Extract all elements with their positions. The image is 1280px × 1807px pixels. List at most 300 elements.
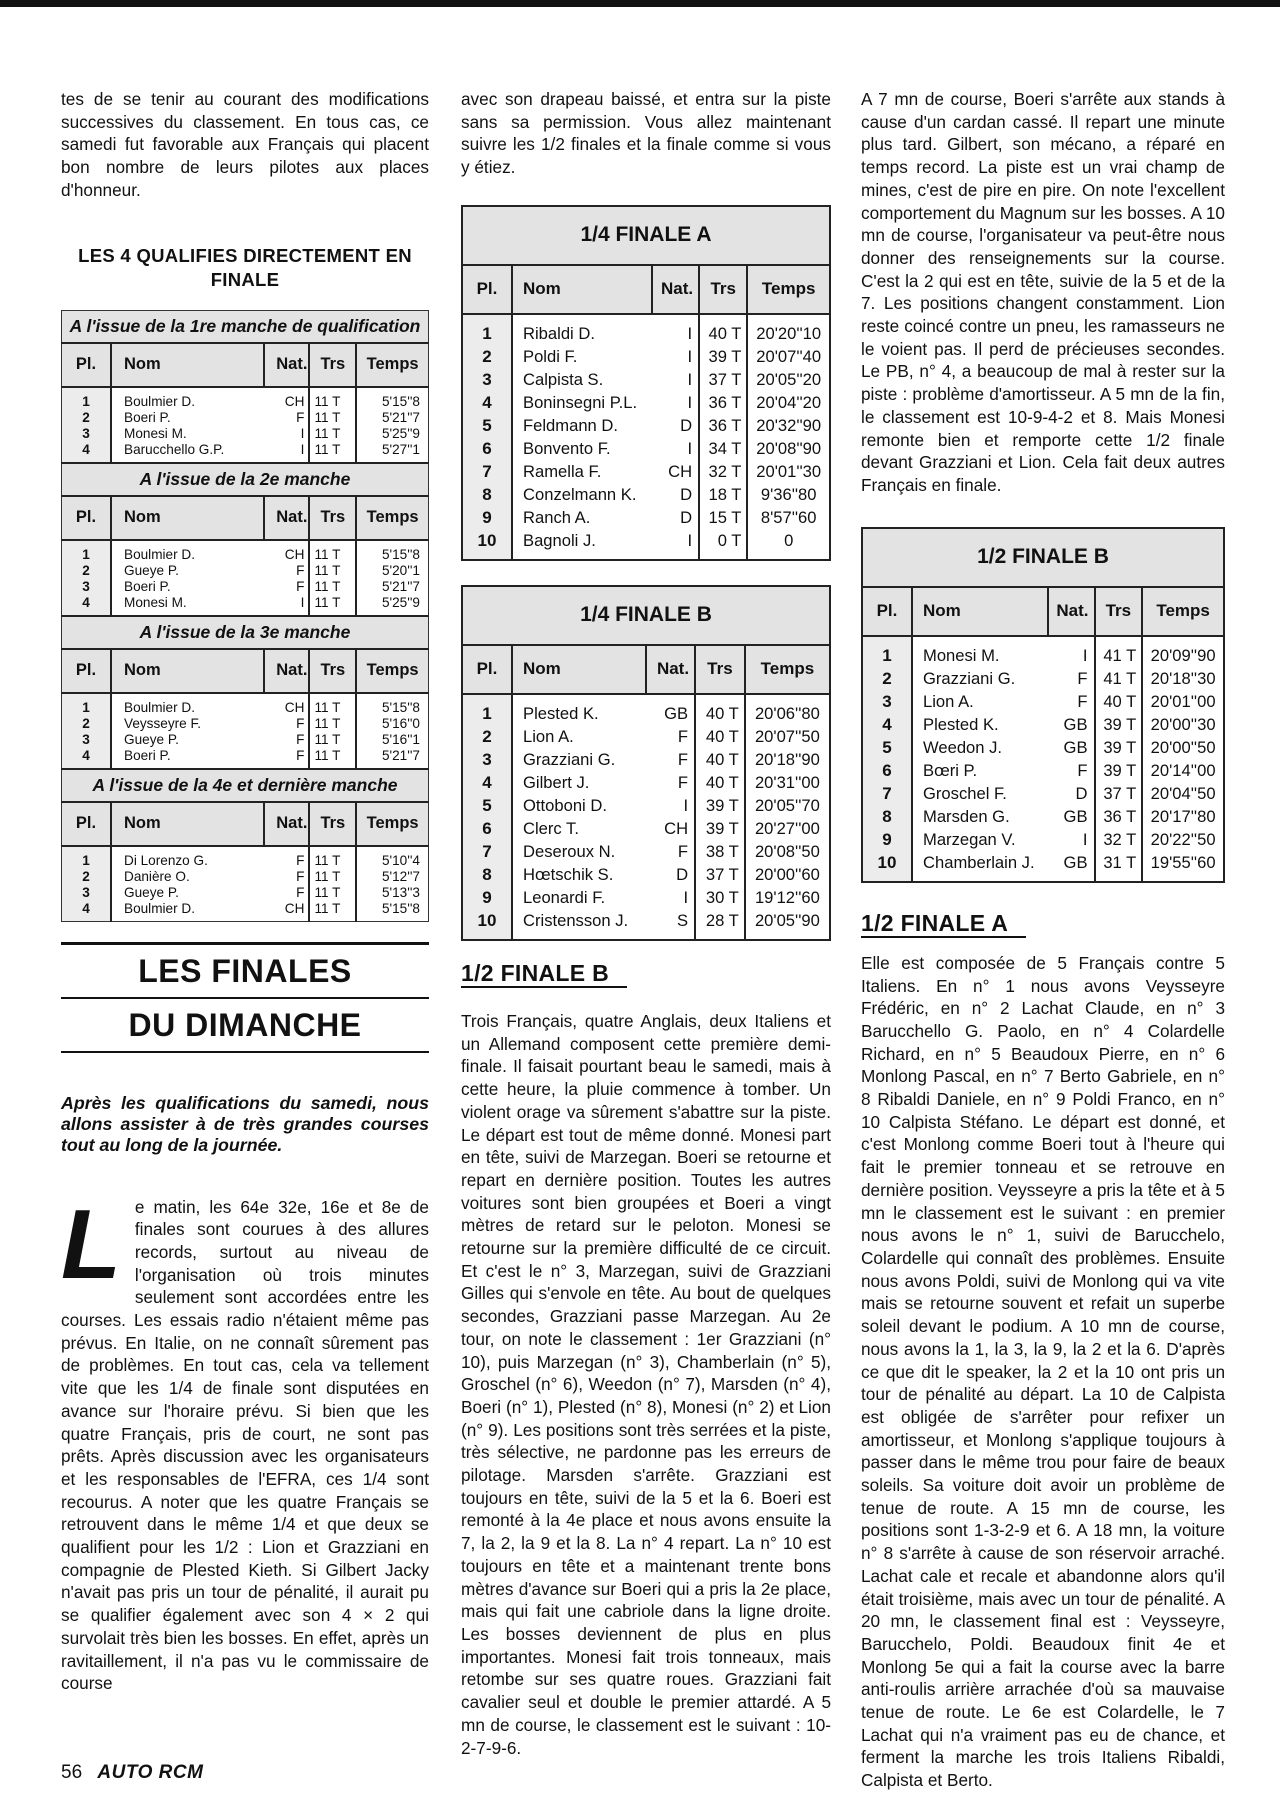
cell-nation: GB <box>1048 806 1095 829</box>
cell-time: 5'20''1 <box>381 562 420 578</box>
table-caption-row <box>862 528 1224 587</box>
cell-nation: F <box>264 732 310 748</box>
header-name: Nom <box>111 649 264 693</box>
cell-nation: CH <box>264 387 310 410</box>
cell-nation: F <box>264 579 310 595</box>
table-row <box>62 387 429 410</box>
finals-title <box>61 942 429 1053</box>
col1-body: e matin, les 64e 32e, 16e et 8e de finales sont courues à des allures records, surtout au niveau de l'organisation où trois minutes seulement sont accordées entre les courses. Les essais radio n'étaient même pas prévus. En Italie, on ne connaît sûrement pas de problèmes. En tout cas, cela va tellement vite que les 1/4 de finale sont disputées en avance sur l'horaire prévu. Si bien que les quatre Français, pris de court, ne sont pas prêts. Après discussion avec les organisateurs et les responsables de l'EFRA, ces 1/4 sont recourus. A noter que les quatre Français se retrouvent dans le même 1/4 et que deux se qualifient pour les 1/2 : Lion et Grazziani en compagnie de Plested Kieth. Si Gilbert Jacky n'avait pas pris un tour de pénalité, il aurait pu se qualifier également avec son 4 × 2 qui survolait très bien les bosses. En effet, après un ravitaillement, il n'a pas vu le commissaire de course <box>61 1196 429 1694</box>
header-time: Temps <box>356 649 428 693</box>
cell-place: 2 <box>62 716 112 732</box>
cell-laps: 34 T <box>699 438 747 461</box>
cell-laps: 11 T <box>309 442 356 463</box>
cell-nation: I <box>646 795 695 818</box>
cell-name: Boeri P. <box>124 578 171 594</box>
cell-time: 20'31''00 <box>754 773 820 793</box>
table-row <box>462 818 830 841</box>
cell-laps: 11 T <box>309 869 356 885</box>
table-row <box>462 392 830 415</box>
cell-laps: 37 T <box>699 369 747 392</box>
cell-time: 20'07''50 <box>754 727 820 747</box>
cell-laps: 41 T <box>1095 668 1143 691</box>
cell-laps: 38 T <box>695 841 745 864</box>
cell-laps: 41 T <box>1095 636 1143 668</box>
cell-nation: F <box>646 726 695 749</box>
cell-nation: GB <box>1048 737 1095 760</box>
cell-name: Groschel F. <box>923 784 1007 804</box>
cell-laps: 30 T <box>695 887 745 910</box>
cell-place: 8 <box>462 864 512 887</box>
cell-time: 5'16''0 <box>381 715 420 731</box>
cell-name: Lion A. <box>923 692 974 712</box>
semi-final-a-heading: 1/2 FINALE A <box>861 913 1026 938</box>
cell-time: 19'12''60 <box>754 888 820 908</box>
cell-place: 3 <box>462 369 512 392</box>
header-time: Temps <box>747 265 830 314</box>
cell-place: 7 <box>862 783 912 806</box>
cell-name: Plested K. <box>523 704 599 724</box>
cell-time: 20'08''90 <box>756 439 822 459</box>
table-row <box>62 563 429 579</box>
qualifiers-heading: LES 4 QUALIFIES DIRECTEMENT EN FINALE <box>78 244 412 290</box>
cell-laps: 11 T <box>309 426 356 442</box>
header-nation: Nat. <box>264 496 310 540</box>
cell-nation: CH <box>264 693 310 716</box>
cell-name: Clerc T. <box>523 819 579 839</box>
cell-laps: 28 T <box>695 910 745 940</box>
cell-time: 5'15''8 <box>381 900 420 916</box>
semi-final-b-table <box>861 527 1225 883</box>
cell-place: 3 <box>62 885 112 901</box>
cell-name: Grazziani G. <box>923 669 1016 689</box>
cell-place: 2 <box>862 668 912 691</box>
table-row <box>862 760 1224 783</box>
cell-nation: I <box>264 442 310 463</box>
column-1 <box>61 88 429 1695</box>
cell-place: 8 <box>862 806 912 829</box>
cell-time: 8'57''60 <box>760 508 817 528</box>
top-rule <box>0 0 1280 7</box>
cell-nation: I <box>652 530 699 560</box>
cell-place: 3 <box>62 426 112 442</box>
cell-name: Bœri P. <box>923 761 978 781</box>
col3-body2: Elle est composée de 5 Français contre 5 Italiens. En n° 1 nous avons Veysseyre Frédéric, en n° 2 Lachat Claude, en n° 3 Barucchello G. Paolo, en n° 4 Colardelle Richard, en n° 5 Beaudoux Pierre, en n° 6 Monlong Pascal, en n° 7 Berto Gabriele, en n° 8 Ribaldi Daniele, en n° 9 Poldi Franco, en n° 10 Calpista Stéfano. Le départ est donné, et c'est Monlong comme Boeri tout à l'heure qui fait le premier tonneau et se retrouve en dernière position. Veysseyre a pris la tête et à 5 mn le classement est le suivant : en premier nous avons le n° 1, suivi de Barucchelo, Colardelle qui connaît des problèmes. Ensuite nous avons Poldi, suivi de Monlong qui va vite mais se retourne souvent et refait un superbe soleil devant le podium. A 10 mn de course, nous avons la 1, la 3, la 9, la 2 et la 6. D'après ce que dit le speaker, la 2 et la 10 ont pris un tour de pénalité au départ. La 10 de Calpista est obligée de s'arrêter pour refixer un amortisseur, et Monlong s'applique toujours à passer dans le même trou pour faire de beaux soleils. Sa voiture doit avoir un problème de tenue de route. A 15 mn de course, les positions sont 1-3-2-9 et 6. A 18 mn, la voiture n° 8 s'arrête à cause de son réservoir arraché. Lachat cale et recale et abandonne alors qu'il était troisième, mais avec un tour de pénalité. A 20 mn, le classement final est : Veysseyre, Barucchelo, Poldi. Beaudoux finit 4e et Monlong 5e qui a fait la course avec la barre anti-roulis arrière arrachée d'où sa mauvaise tenue de route. Le 6e est Colardelle, le 7 Lachat qui n'a vraiment pas eu de chance, et ferment la marche les trois Italiens Ribaldi, Calpista et Berto. <box>861 952 1225 1791</box>
cell-laps: 40 T <box>695 772 745 795</box>
table-row <box>462 415 830 438</box>
cell-time: 20'14''00 <box>1150 761 1216 781</box>
header-laps: Trs <box>695 645 745 694</box>
cell-place: 4 <box>62 748 112 769</box>
cell-place: 2 <box>62 869 112 885</box>
cell-name: Bonvento F. <box>523 439 611 459</box>
table-row <box>462 864 830 887</box>
cell-nation: F <box>646 772 695 795</box>
cell-nation: I <box>652 438 699 461</box>
table-row <box>62 693 429 716</box>
table-header-row <box>862 587 1224 636</box>
header-name: Nom <box>512 645 646 694</box>
cell-place: 5 <box>462 795 512 818</box>
table-row <box>862 714 1224 737</box>
cell-nation: D <box>1048 783 1095 806</box>
cell-nation: F <box>264 748 310 769</box>
cell-place: 9 <box>462 887 512 910</box>
cell-time: 20'01''00 <box>1150 692 1216 712</box>
cell-time: 20'00''50 <box>1150 738 1216 758</box>
cell-nation: D <box>652 507 699 530</box>
table-caption-row <box>462 206 830 265</box>
table-row <box>62 846 429 869</box>
cell-time: 20'09''90 <box>1150 646 1216 666</box>
round-title: A l'issue de la 3e manche <box>62 616 429 649</box>
cell-time: 20'00''30 <box>1150 715 1216 735</box>
cell-place: 4 <box>62 595 112 616</box>
cell-laps: 40 T <box>699 314 747 346</box>
table-header-row <box>62 343 429 387</box>
cell-laps: 36 T <box>1095 806 1143 829</box>
table-row <box>862 806 1224 829</box>
cell-place: 10 <box>862 852 912 882</box>
table-row <box>462 314 830 346</box>
table-row <box>62 540 429 563</box>
cell-place: 7 <box>462 841 512 864</box>
magazine-name: AUTO RCM <box>97 1762 204 1783</box>
col2-body: Trois Français, quatre Anglais, deux Italiens et un Allemand composent cette première demi-finale. Il faisait pourtant beau le samedi, mais à cette heure, la pluie commence à tomber. Un violent orage va sûrement s'abattre sur la piste. Le départ est tout de même donné. Monesi part en tête, suivi de Marzegan. Boeri se retourne et repart en dernière position. Toutes les autres voitures sont bien groupées et Boeri a vingt mètres de retard sur le peloton. Monesi se retourne sur la première difficulté de ce circuit. Et c'est le n° 3, Marzegan, suivi de Grazziani Gilles qui s'envole en tête. Au bout de quelques secondes, Grazziani passe Marzegan. Au 2e tour, on note le classement : 1er Grazziani (n° 10), puis Marzegan (n° 3), Chamberlain (n° 5), Groschel (n° 6), Weedon (n° 7), Marsden (n° 4), Boeri (n° 1), Plested (n° 8), Monesi (n° 2) et Lion (n° 9). Les positions sont très serrées et la piste, très sélective, ne pardonne pas les erreurs de pilotage. Marsden s'arrête. Grazziani est toujours en tête, suivi de la 5 et la 6. Boeri est remonté à la 4e place et nous avons ensuite la 7, la 2, la 9 et la 8. La n° 4 repart. La n° 10 est toujours en tête et a maintenant trente bons mètres d'avance sur Boeri qui a pris la 2e place, mais qui fait une cabriole dans la ligne droite. Les bosses deviennent de plus en plus importantes. Monesi fait trois tonneaux, mais retombe sur ses quatre roues. Grazziani fait cavalier seul et double le premier attardé. A 5 mn de course, le classement est le suivant : 10-2-7-9-6. <box>461 1011 831 1758</box>
cell-laps: 39 T <box>695 795 745 818</box>
cell-name: Monesi M. <box>923 646 1000 666</box>
cell-place: 2 <box>62 410 112 426</box>
table-row <box>862 852 1224 882</box>
cell-time: 20'20''10 <box>756 324 822 344</box>
table-row <box>62 885 429 901</box>
cell-name: Barucchello G.P. <box>124 441 225 457</box>
table-row <box>62 579 429 595</box>
cell-nation: F <box>1048 691 1095 714</box>
cell-place: 7 <box>462 461 512 484</box>
header-laps: Trs <box>309 649 356 693</box>
cell-name: Monesi M. <box>124 594 187 610</box>
table-row <box>62 410 429 426</box>
cell-name: Veysseyre F. <box>124 715 202 731</box>
header-laps: Trs <box>309 496 356 540</box>
cell-laps: 11 T <box>309 563 356 579</box>
cell-nation: F <box>264 563 310 579</box>
cell-name: Calpista S. <box>523 370 604 390</box>
cell-time: 5'13''3 <box>381 884 420 900</box>
cell-name: Marzegan V. <box>923 830 1016 850</box>
cell-name: Plested K. <box>923 715 999 735</box>
table-title: 1/2 FINALE B <box>862 528 1224 587</box>
cell-laps: 36 T <box>699 392 747 415</box>
cell-laps: 0 T <box>699 530 747 560</box>
cell-place: 1 <box>62 846 112 869</box>
cell-place: 3 <box>62 579 112 595</box>
table-row <box>462 438 830 461</box>
table-row <box>62 426 429 442</box>
cell-nation: I <box>652 369 699 392</box>
cell-name: Ribaldi D. <box>523 324 595 344</box>
cell-laps: 11 T <box>309 579 356 595</box>
cell-place: 4 <box>462 772 512 795</box>
cell-laps: 11 T <box>309 901 356 922</box>
table-row <box>862 691 1224 714</box>
header-nation: Nat. <box>1048 587 1095 636</box>
header-name: Nom <box>912 587 1048 636</box>
header-nation: Nat. <box>646 645 695 694</box>
cell-laps: 37 T <box>1095 783 1143 806</box>
cell-time: 5'21''7 <box>381 409 420 425</box>
cell-name: Danière O. <box>124 868 190 884</box>
header-place: Pl. <box>62 649 112 693</box>
table-row <box>62 748 429 769</box>
round-title: A l'issue de la 4e et dernière manche <box>62 769 429 802</box>
cell-nation: I <box>652 346 699 369</box>
cell-place: 4 <box>62 901 112 922</box>
header-place: Pl. <box>62 496 112 540</box>
table-header-row <box>462 645 830 694</box>
drop-cap: L <box>61 1188 121 1299</box>
finals-title-line1: LES FINALES <box>138 952 352 989</box>
cell-nation: D <box>646 864 695 887</box>
table-row <box>62 442 429 463</box>
table-row <box>862 636 1224 668</box>
cell-nation: F <box>1048 668 1095 691</box>
header-laps: Trs <box>699 265 747 314</box>
cell-laps: 40 T <box>695 694 745 726</box>
table-row <box>62 901 429 922</box>
header-time: Temps <box>745 645 830 694</box>
cell-laps: 11 T <box>309 716 356 732</box>
cell-place: 1 <box>462 314 512 346</box>
cell-place: 3 <box>62 732 112 748</box>
cell-nation: I <box>264 426 310 442</box>
table-row <box>462 484 830 507</box>
cell-time: 5'15''8 <box>381 546 420 562</box>
table-row <box>462 795 830 818</box>
cell-time: 20'17''80 <box>1150 807 1216 827</box>
cell-time: 5'10''4 <box>381 852 420 868</box>
col3-body1: A 7 mn de course, Boeri s'arrête aux stands à cause d'un cardan cassé. Il repart une minute plus tard. Gilbert, son mécano, a réparé en temps record. La piste est un vrai champ de mines, c'est de pire en pire. On note l'excellent comportement du Magnum sur les bosses. A 10 mn de course, l'organisateur va peut-être nous donner des renseignements sur la course. C'est la 2 qui est en tête, suivie de la 5 et de la 7. Les positions changent constamment. Lion reste coincé contre un pneu, les ramasseurs ne le voient pas. Il perd de précieuses secondes. Le PB, n° 4, a beaucoup de mal à rester sur la piste : problème d'amortisseur. A 5 mn de la fin, le classement est 10-9-4-2 et 8. Mais Monesi remonte bien et remporte cette 1/2 finale devant Grazziani et Lion. Cela fait deux autres Français en finale. <box>861 89 1225 495</box>
cell-laps: 32 T <box>1095 829 1143 852</box>
cell-name: Marsden G. <box>923 807 1010 827</box>
cell-name: Monesi M. <box>124 425 187 441</box>
cell-time: 20'04''50 <box>1150 784 1216 804</box>
cell-nation: F <box>646 841 695 864</box>
cell-nation: F <box>646 749 695 772</box>
cell-time: 20'01''30 <box>756 462 822 482</box>
cell-place: 1 <box>462 694 512 726</box>
cell-name: Gueye P. <box>124 562 179 578</box>
cell-place: 6 <box>462 438 512 461</box>
cell-place: 1 <box>62 387 112 410</box>
header-place: Pl. <box>862 587 912 636</box>
cell-name: Ottoboni D. <box>523 796 607 816</box>
table-row <box>462 530 830 560</box>
table-row <box>462 461 830 484</box>
cell-name: Boninsegni P.L. <box>523 393 638 413</box>
cell-time: 20'07''40 <box>756 347 822 367</box>
header-nation: Nat. <box>264 343 310 387</box>
cell-laps: 15 T <box>699 507 747 530</box>
cell-name: Lion A. <box>523 727 574 747</box>
header-nation: Nat. <box>264 802 310 846</box>
cell-place: 4 <box>862 714 912 737</box>
cell-nation: I <box>1048 636 1095 668</box>
cell-time: 20'05''90 <box>754 911 820 931</box>
table-row <box>862 829 1224 852</box>
col1-intro: tes de se tenir au courant des modifications successives du classement. En tous cas, ce samedi fut favorable aux Français qui placent bon nombre de leurs pilotes aux places d'honneur. <box>61 89 429 200</box>
cell-place: 5 <box>462 415 512 438</box>
header-name: Nom <box>111 496 264 540</box>
table-row <box>462 887 830 910</box>
cell-laps: 40 T <box>1095 691 1143 714</box>
cell-laps: 11 T <box>309 732 356 748</box>
cell-nation: F <box>264 885 310 901</box>
cell-place: 2 <box>462 346 512 369</box>
cell-laps: 40 T <box>695 726 745 749</box>
cell-laps: 11 T <box>309 595 356 616</box>
cell-name: Ramella F. <box>523 462 602 482</box>
cell-nation: GB <box>646 694 695 726</box>
cell-name: Gilbert J. <box>523 773 590 793</box>
cell-name: Poldi F. <box>523 347 578 367</box>
cell-nation: S <box>646 910 695 940</box>
cell-laps: 31 T <box>1095 852 1143 882</box>
cell-time: 0 <box>784 531 794 551</box>
cell-place: 10 <box>462 910 512 940</box>
cell-name: Cristensson J. <box>523 911 629 931</box>
round-title-row <box>62 769 429 802</box>
table-row <box>62 716 429 732</box>
cell-place: 1 <box>62 540 112 563</box>
cell-time: 20'32''90 <box>756 416 822 436</box>
page-number: 56 <box>61 1762 83 1783</box>
column-2 <box>461 88 831 1759</box>
round-title-row <box>62 616 429 649</box>
cell-time: 20'05''20 <box>756 370 822 390</box>
cell-time: 20'18''90 <box>754 750 820 770</box>
cell-nation: CH <box>646 818 695 841</box>
cell-name: Boulmier D. <box>124 900 196 916</box>
cell-name: Leonardi F. <box>523 888 606 908</box>
cell-nation: GB <box>1048 852 1095 882</box>
cell-nation: F <box>264 869 310 885</box>
cell-name: Gueye P. <box>124 884 179 900</box>
header-time: Temps <box>356 496 428 540</box>
cell-nation: D <box>652 484 699 507</box>
table-title: 1/4 FINALE A <box>462 206 830 265</box>
cell-laps: 11 T <box>309 846 356 869</box>
cell-time: 20'00''60 <box>754 865 820 885</box>
cell-time: 5'25''9 <box>381 425 420 441</box>
table-header-row <box>62 496 429 540</box>
cell-name: Feldmann D. <box>523 416 618 436</box>
header-place: Pl. <box>462 645 512 694</box>
table-row <box>62 595 429 616</box>
header-name: Nom <box>111 343 264 387</box>
cell-name: Grazziani G. <box>523 750 616 770</box>
cell-nation: F <box>264 846 310 869</box>
cell-time: 5'21''7 <box>381 747 420 763</box>
cell-time: 20'04''20 <box>756 393 822 413</box>
cell-nation: I <box>652 314 699 346</box>
header-laps: Trs <box>1095 587 1143 636</box>
cell-name: Deseroux N. <box>523 842 616 862</box>
cell-place: 6 <box>862 760 912 783</box>
header-time: Temps <box>1142 587 1224 636</box>
cell-name: Bagnoli J. <box>523 531 596 551</box>
cell-name: Chamberlain J. <box>923 853 1035 873</box>
cell-name: Conzelmann K. <box>523 485 637 505</box>
header-name: Nom <box>111 802 264 846</box>
cell-nation: GB <box>1048 714 1095 737</box>
semi-final-b-heading: 1/2 FINALE B <box>461 963 627 988</box>
cell-place: 8 <box>462 484 512 507</box>
quarter-final-b-table <box>461 585 831 941</box>
table-row <box>862 668 1224 691</box>
table-row <box>462 694 830 726</box>
header-nation: Nat. <box>652 265 699 314</box>
cell-nation: F <box>1048 760 1095 783</box>
cell-place: 9 <box>862 829 912 852</box>
cell-name: Boeri P. <box>124 409 171 425</box>
table-row <box>462 369 830 392</box>
cell-name: Hœtschik S. <box>523 865 614 885</box>
cell-place: 10 <box>462 530 512 560</box>
table-row <box>62 732 429 748</box>
round-title: A l'issue de la 1re manche de qualification <box>62 310 429 343</box>
cell-laps: 39 T <box>1095 760 1143 783</box>
cell-time: 5'12''7 <box>381 868 420 884</box>
table-row <box>462 772 830 795</box>
cell-name: Boulmier D. <box>124 546 196 562</box>
round-title-row <box>62 310 429 343</box>
cell-place: 1 <box>862 636 912 668</box>
header-place: Pl. <box>62 802 112 846</box>
cell-laps: 11 T <box>309 693 356 716</box>
cell-place: 2 <box>462 726 512 749</box>
round-title-row <box>62 463 429 496</box>
table-header-row <box>62 802 429 846</box>
cell-name: Gueye P. <box>124 731 179 747</box>
cell-laps: 39 T <box>699 346 747 369</box>
cell-laps: 11 T <box>309 387 356 410</box>
cell-place: 3 <box>862 691 912 714</box>
table-caption-row <box>462 586 830 645</box>
cell-laps: 11 T <box>309 410 356 426</box>
header-time: Temps <box>356 802 428 846</box>
cell-laps: 36 T <box>699 415 747 438</box>
table-row <box>862 783 1224 806</box>
cell-nation: I <box>646 887 695 910</box>
table-row <box>462 749 830 772</box>
cell-place: 3 <box>462 749 512 772</box>
cell-laps: 11 T <box>309 885 356 901</box>
table-row <box>462 346 830 369</box>
table-header-row <box>462 265 830 314</box>
round-title: A l'issue de la 2e manche <box>62 463 429 496</box>
article-deck: Après les qualifications du samedi, nous allons assister à de très grandes courses tout au long de la journée. <box>61 1092 429 1155</box>
cell-laps: 39 T <box>1095 737 1143 760</box>
cell-place: 5 <box>862 737 912 760</box>
table-title: 1/4 FINALE B <box>462 586 830 645</box>
cell-laps: 39 T <box>695 818 745 841</box>
table-row <box>462 910 830 940</box>
table-header-row <box>62 649 429 693</box>
table-row <box>462 841 830 864</box>
cell-time: 5'27''1 <box>381 441 420 457</box>
cell-laps: 37 T <box>695 864 745 887</box>
